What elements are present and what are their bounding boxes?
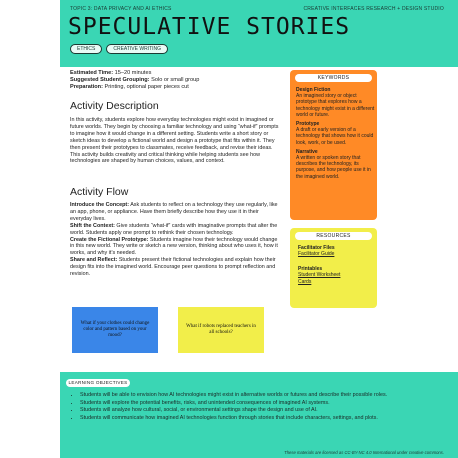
keyword-term: Design Fiction (296, 87, 331, 93)
learning-objective: • Students will communicate how imagined AI technologies function through stories that include characters, settings, and plots. (80, 415, 450, 422)
meta-time: Estimated Time: 15–20 minutes (70, 70, 152, 76)
what-if-card-blue: What if your clothes could change color and pattern based on your mood? (72, 307, 158, 353)
tag-list (70, 44, 168, 54)
flow-step: Shift the Context: Give students “what-if” cards with imaginative prompts that alter the world. Students apply one prompt to rethink their chosen technology. (70, 222, 278, 236)
cards-link[interactable]: Cards (298, 278, 312, 285)
flow-step: Share and Reflect: Students present their fictional technologies and explain how their design fits into the imagined world. Encourage peer questions to prompt reflection and revision. (70, 257, 276, 278)
learning-objectives-heading: LEARNING OBJECTIVES (66, 379, 130, 387)
activity-flow-steps (70, 202, 282, 278)
topic-label: TOPIC 3: DATA PRIVACY AND AI ETHICS (70, 6, 172, 12)
resources-list (298, 245, 374, 285)
keyword-definition: A written or spoken story that describes the technology, its purpose, and how people use it in the imagined world. (296, 155, 371, 180)
organization-label: CREATIVE INTERFACES RESEARCH + DESIGN STUDIO (303, 6, 444, 12)
resource-group-title: Printables (298, 265, 323, 272)
resources-heading: RESOURCES (295, 232, 372, 240)
tag-creative-writing[interactable]: CREATIVE WRITING (106, 44, 168, 54)
facilitator-guide-link[interactable]: Facilitator Guide (298, 251, 335, 258)
learning-objective: • Students will analyze how cultural, social, or environmental settings shape the design and use of AI. (80, 407, 450, 414)
keywords-heading: KEYWORDS (295, 74, 372, 82)
resources-panel (290, 228, 377, 308)
tag-ethics[interactable]: ETHICS (70, 44, 102, 54)
keywords-panel (290, 70, 377, 220)
what-if-card-yellow: What if robots replaced teachers in all schools? (178, 307, 264, 353)
page-title: SPECULATIVE STORIES (68, 14, 351, 40)
keyword-term: Narrative (296, 148, 318, 155)
license-note: These materials are licensed as CC-BY-NC 4.0 International under creative commons. (284, 450, 444, 455)
flow-step: Introduce the Concept: Ask students to reflect on a technology they use regularly, like an app, phone, or appliance. Have them briefly describe how they use it in their everyday lives. (70, 202, 278, 222)
learning-objectives-list (72, 392, 450, 422)
resource-group-title: Facilitator Files (298, 245, 335, 251)
keyword-definition: A draft or early version of a technology that shows how it could look, work, or be used. (296, 127, 374, 146)
meta-preparation: Preparation: Printing, optional paper pieces cut (70, 84, 189, 90)
activity-flow-heading: Activity Flow (70, 186, 129, 198)
learning-objectives-panel (60, 372, 458, 458)
meta-grouping: Suggested Student Grouping: Solo or small group (70, 77, 200, 83)
keyword-definition: An imagined story or object prototype that explores how a technology might exist in a different world or future. (296, 93, 375, 118)
learning-objective: • Students will explore the potential benefits, risks, and unintended consequences of imagined AI systems. (80, 400, 450, 407)
student-worksheet-link[interactable]: Student Worksheet (298, 272, 341, 279)
activity-meta (70, 70, 280, 91)
flow-step: Create the Fictional Prototype: Students imagine how their technology would change in this new world. They write or sketch a new version, thinking about who uses it, how it works, and why it’s needed. (70, 236, 278, 257)
activity-description-heading: Activity Description (70, 100, 159, 112)
learning-objective: • Students will be able to envision how AI technologies might exist in alternative worlds or futures and describe their possible roles. (80, 392, 450, 399)
activity-description-body: In this activity, students explore how everyday technologies might exist in imagined or future worlds. They begin by choosing a familiar technology and using “what-if” prompts to imagine how it would change in a different setting. Students write a short story or sketch ideas to develop a fictional world and design a prototype that fits within it. They then present their prototypes to classmates, receive feedback, and revise their ideas. This activity builds creativity and critical thinking while helping students see how technologies are shaped by human choices, values, and context. (70, 117, 279, 165)
keyword-term: Prototype (296, 121, 320, 128)
keywords-list (296, 87, 376, 180)
header-banner (60, 0, 458, 67)
